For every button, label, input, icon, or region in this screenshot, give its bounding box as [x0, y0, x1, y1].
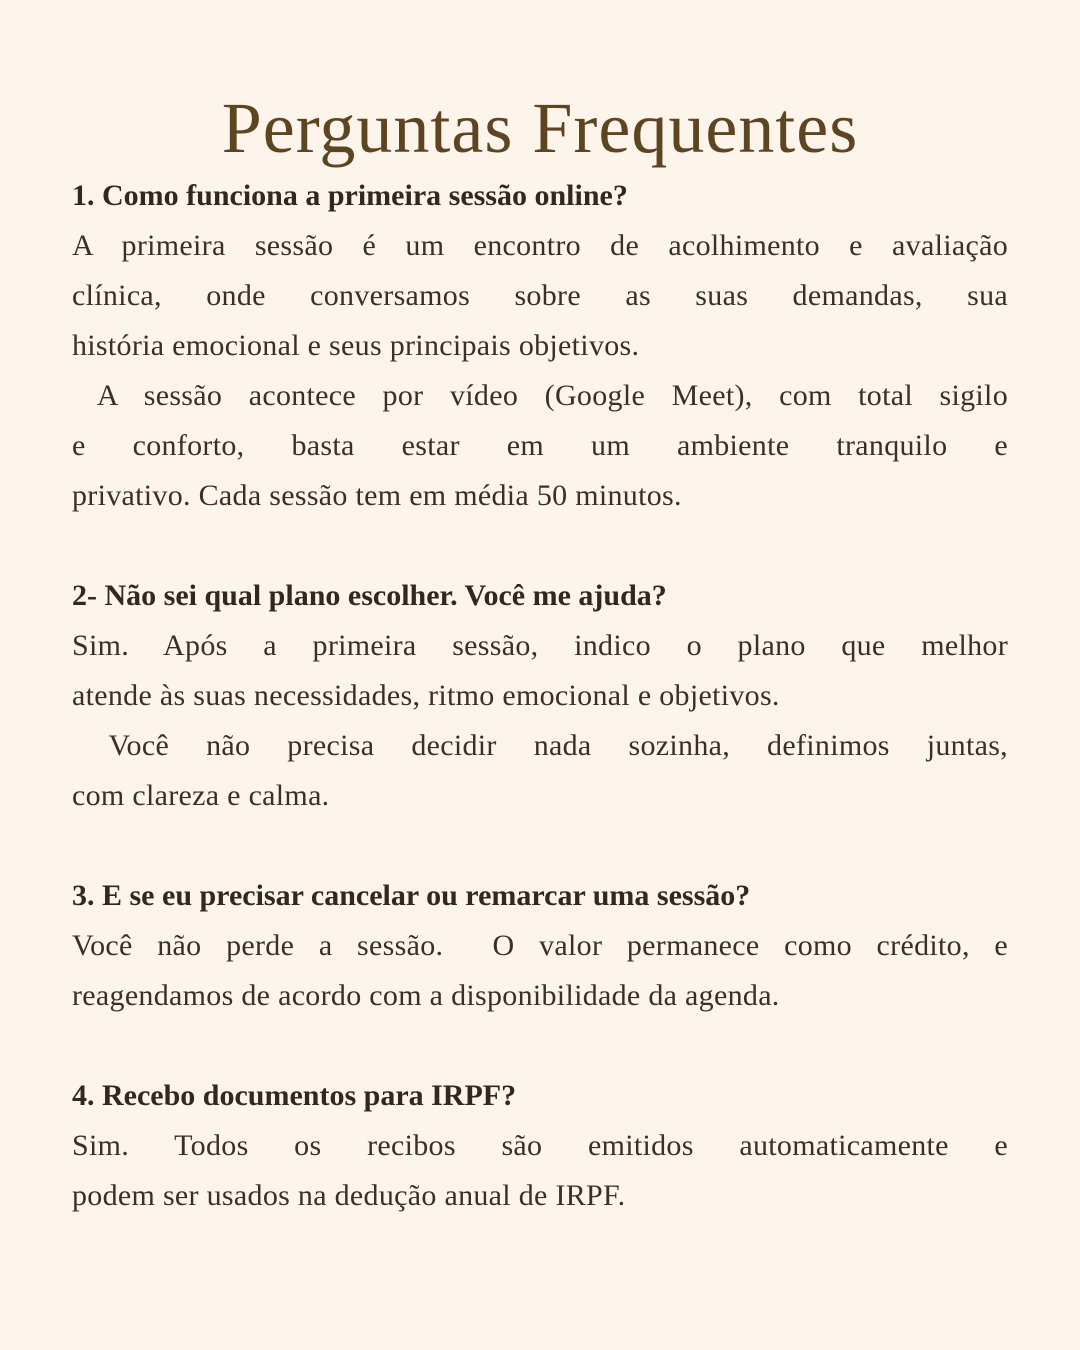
- faq-answer-line: reagendamos de acordo com a disponibilidade da agenda.: [72, 979, 780, 1012]
- faq-answer-line: atende às suas necessidades, ritmo emocional e objetivos.: [72, 679, 780, 712]
- faq-answer-line: Você não precisa decidir nada sozinha, definimos juntas,: [72, 729, 1008, 762]
- faq-question: 3. E se eu precisar cancelar ou remarcar uma sessão?: [72, 879, 751, 912]
- faq-answer-line: podem ser usados na dedução anual de IRPF.: [72, 1179, 626, 1212]
- faq-item-3: [72, 871, 1008, 1021]
- faq-item-4: [72, 1071, 1008, 1221]
- faq-answer-line: clínica, onde conversamos sobre as suas demandas, sua: [72, 279, 1008, 312]
- faq-answer-line: história emocional e seus principais objetivos.: [72, 329, 640, 362]
- faq-question: 4. Recebo documentos para IRPF?: [72, 1079, 517, 1112]
- faq-answer-line: A primeira sessão é um encontro de acolhimento e avaliação: [72, 229, 1008, 262]
- faq-answer-line: privativo. Cada sessão tem em média 50 minutos.: [72, 479, 682, 512]
- faq-question: 2- Não sei qual plano escolher. Você me ajuda?: [72, 579, 667, 612]
- faq-answer-line: A sessão acontece por vídeo (Google Meet), com total sigilo: [72, 379, 1008, 412]
- faq-answer-line: Sim. Após a primeira sessão, indico o plano que melhor: [72, 629, 1008, 662]
- faq-answer-line: com clareza e calma.: [72, 779, 330, 812]
- faq-question: 1. Como funciona a primeira sessão online?: [72, 179, 628, 212]
- faq-answer-line: e conforto, basta estar em um ambiente tranquilo e: [72, 429, 1008, 462]
- faq-item-1: [72, 171, 1008, 521]
- faq-answer-line: Sim. Todos os recibos são emitidos automaticamente e: [72, 1129, 1008, 1162]
- page-title: Perguntas Frequentes: [221, 88, 859, 169]
- faq-answer-line: Você não perde a sessão. O valor permanece como crédito, e: [72, 929, 1008, 962]
- faq-item-2: [72, 571, 1008, 821]
